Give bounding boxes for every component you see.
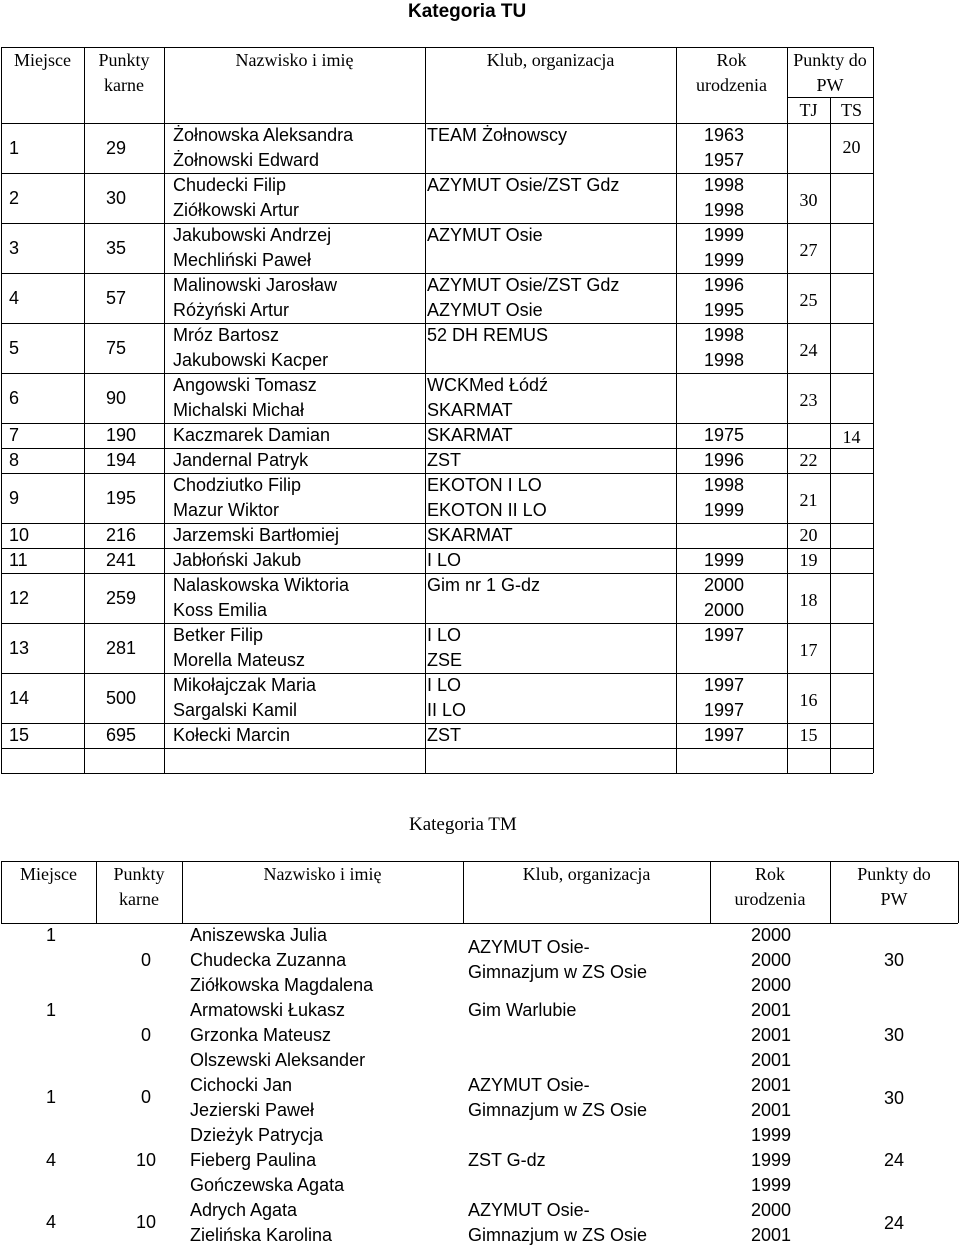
row-year: 1997 [704, 700, 745, 720]
row-tj: 25 [799, 289, 818, 310]
row-year: 2000 [751, 950, 792, 970]
row-points: 259 [106, 587, 137, 608]
row-year: 1999 [751, 1175, 792, 1195]
row-name: Grzonka Mateusz [190, 1025, 332, 1045]
row-club: EKOTON II LO [427, 500, 547, 520]
row-club: Gimnazjum w ZS Osie [468, 962, 648, 982]
row-year: 1957 [704, 150, 745, 170]
grid-line-h [1, 923, 958, 924]
row-name: Sargalski Kamil [173, 700, 298, 720]
row-pw: 24 [883, 1212, 905, 1233]
row-place: 4 [9, 287, 20, 308]
row-points: 500 [106, 687, 137, 708]
row-name: Zielińska Karolina [190, 1225, 333, 1245]
row-name: Dzieżyk Patrycja [190, 1125, 324, 1145]
row-points: 75 [106, 337, 127, 358]
row-club: ZST [427, 725, 461, 745]
row-name: Chudecki Filip [173, 175, 287, 195]
row-name: Morella Mateusz [173, 650, 306, 670]
grid-line-v [84, 47, 85, 773]
row-name: Kołecki Marcin [173, 725, 291, 745]
row-name: Żołnowska Aleksandra [173, 125, 354, 145]
row-year: 1995 [704, 300, 745, 320]
row-club: AZYMUT Osie- [468, 1075, 590, 1095]
header-place: Miejsce [20, 864, 77, 884]
row-name: Koss Emilia [173, 600, 268, 620]
row-tj: 30 [799, 189, 818, 210]
row-points: 190 [106, 425, 137, 445]
row-name: Malinowski Jarosław [173, 275, 338, 295]
row-year: 1996 [704, 275, 745, 295]
row-place: 11 [9, 550, 28, 570]
row-year: 1998 [704, 325, 745, 345]
header-year-sub: urodzenia [696, 75, 767, 95]
row-year: 2001 [751, 1000, 792, 1020]
row-tj: 27 [799, 239, 818, 260]
row-name: Chodziutko Filip [173, 475, 302, 495]
row-name: Jakubowski Andrzej [173, 225, 332, 245]
grid-line-v [425, 47, 426, 773]
header-year-sub: urodzenia [734, 889, 806, 909]
row-name: Chudecka Zuzanna [190, 950, 347, 970]
header-club: Klub, organizacja [486, 50, 615, 70]
row-points: 35 [106, 237, 127, 258]
row-year: 2000 [751, 925, 792, 945]
row-points: 90 [106, 387, 127, 408]
row-year: 2000 [704, 600, 745, 620]
row-tj: 20 [799, 525, 818, 545]
header-points-sub: karne [104, 75, 144, 95]
row-tj: 21 [799, 489, 818, 510]
row-club: Gim Warlubie [468, 1000, 577, 1020]
row-place: 4 [45, 1212, 56, 1232]
header-points: Punkty [113, 864, 165, 884]
row-name: Aniszewska Julia [190, 925, 328, 945]
header-club: Klub, organizacja [522, 864, 651, 884]
row-pw: 30 [883, 1025, 905, 1045]
header-pw-sub: PW [880, 889, 908, 909]
row-name: Mechliński Paweł [173, 250, 312, 270]
row-club: WCKMed Łódź [427, 375, 549, 395]
row-year: 1999 [704, 225, 745, 245]
row-tj: 15 [799, 725, 818, 745]
row-place: 1 [9, 137, 20, 158]
row-place: 4 [45, 1150, 56, 1170]
row-points: 695 [106, 725, 137, 745]
row-year: 1996 [704, 450, 745, 470]
row-club: SKARMAT [427, 400, 513, 420]
row-name: Adrych Agata [190, 1200, 298, 1220]
row-club: II LO [427, 700, 467, 720]
row-year: 2001 [751, 1075, 792, 1095]
header-tj: TJ [799, 100, 818, 120]
row-name: Różyński Artur [173, 300, 290, 320]
row-club: Gimnazjum w ZS Osie [468, 1225, 648, 1245]
row-club: TEAM Żołnowscy [427, 125, 568, 145]
row-club: ZST G-dz [468, 1150, 546, 1170]
row-club: Gimnazjum w ZS Osie [468, 1100, 648, 1120]
row-club: SKARMAT [427, 425, 513, 445]
row-place: 1 [45, 1087, 56, 1107]
grid-line-h [1, 773, 873, 774]
tm-title: Kategoria TM [409, 814, 517, 835]
row-name: Ziółkowski Artur [173, 200, 300, 220]
row-points: 57 [106, 287, 127, 308]
row-points: 0 [140, 1025, 151, 1045]
row-club: 52 DH REMUS [427, 325, 549, 345]
row-ts: 20 [842, 137, 861, 157]
row-year: 1999 [751, 1150, 792, 1170]
row-name: Armatowski Łukasz [190, 1000, 346, 1020]
row-club: I LO [427, 625, 462, 645]
row-points: 195 [106, 487, 137, 508]
row-place: 2 [9, 187, 20, 208]
header-year: Rok [716, 50, 747, 70]
header-ts: TS [840, 100, 862, 120]
row-name: Jabłoński Jakub [173, 550, 302, 570]
row-club: AZYMUT Osie/ZST Gdz [427, 175, 620, 195]
header-name: Nazwisko i imię [263, 864, 382, 884]
row-name: Nalaskowska Wiktoria [173, 575, 350, 595]
grid-line-h [1, 748, 873, 749]
row-name: Cichocki Jan [190, 1075, 293, 1095]
grid-line-v [676, 47, 677, 773]
row-name: Angowski Tomasz [173, 375, 317, 395]
row-year: 2001 [751, 1050, 792, 1070]
row-place: 15 [9, 725, 30, 745]
header-points-sub: karne [119, 889, 159, 909]
row-year: 1997 [704, 675, 745, 695]
header-pw: Punkty do [857, 864, 931, 884]
row-place: 12 [9, 587, 30, 608]
header-pw: Punkty do [793, 50, 867, 70]
row-year: 2001 [751, 1025, 792, 1045]
row-points: 10 [135, 1150, 157, 1170]
row-name: Jarzemski Bartłomiej [173, 525, 340, 545]
row-name: Betker Filip [173, 625, 264, 645]
row-points: 0 [140, 950, 151, 970]
row-year: 1998 [704, 200, 745, 220]
row-tj: 24 [799, 339, 818, 360]
row-tj: 16 [799, 689, 818, 710]
row-year: 1998 [704, 175, 745, 195]
row-club: I LO [427, 675, 462, 695]
row-place: 14 [9, 687, 30, 708]
row-tj: 23 [799, 389, 818, 410]
row-tj: 18 [799, 589, 818, 610]
row-year: 1999 [704, 550, 745, 570]
header-pw-sub: PW [816, 75, 844, 95]
row-points: 241 [106, 550, 137, 570]
row-year: 1997 [704, 625, 745, 645]
row-name: Żołnowski Edward [173, 150, 320, 170]
row-pw: 24 [883, 1150, 905, 1170]
row-name: Olszewski Aleksander [190, 1050, 366, 1070]
row-ts: 14 [842, 427, 861, 447]
row-points: 194 [106, 450, 137, 470]
row-pw: 30 [883, 1087, 905, 1108]
row-club: Gim nr 1 G-dz [427, 575, 541, 595]
header-points: Punkty [98, 50, 150, 70]
row-club: ZSE [427, 650, 463, 670]
row-club: AZYMUT Osie- [468, 1200, 590, 1220]
row-name: Mazur Wiktor [173, 500, 280, 520]
row-name: Jakubowski Kacper [173, 350, 329, 370]
row-club: AZYMUT Osie- [468, 937, 590, 957]
row-tj: 19 [799, 550, 818, 570]
row-tj: 17 [799, 639, 818, 660]
row-place: 5 [9, 337, 20, 358]
row-year: 2000 [704, 575, 745, 595]
row-name: Mikołajczak Maria [173, 675, 317, 695]
row-tj: 22 [799, 450, 818, 470]
row-year: 1998 [704, 475, 745, 495]
header-year: Rok [754, 864, 785, 884]
row-club: SKARMAT [427, 525, 513, 545]
row-points: 281 [106, 637, 137, 658]
grid-line-v [164, 47, 165, 773]
header-place: Miejsce [14, 50, 71, 70]
grid-line-v [1, 47, 2, 773]
row-place: 1 [45, 925, 56, 945]
row-name: Fieberg Paulina [190, 1150, 317, 1170]
row-club: EKOTON I LO [427, 475, 542, 495]
row-place: 1 [45, 1000, 56, 1020]
grid-line-v [873, 47, 874, 773]
row-place: 3 [9, 237, 20, 258]
row-club: I LO [427, 550, 462, 570]
row-club: AZYMUT Osie/ZST Gdz [427, 275, 620, 295]
tu-title: Kategoria TU [408, 1, 527, 22]
row-points: 30 [106, 187, 127, 208]
row-year: 2000 [751, 1200, 792, 1220]
header-name: Nazwisko i imię [235, 50, 354, 70]
row-place: 9 [9, 487, 20, 508]
row-place: 8 [9, 450, 20, 470]
row-points: 216 [106, 525, 137, 545]
grid-line-v [958, 861, 959, 923]
row-name: Michalski Michał [173, 400, 305, 420]
row-place: 10 [9, 525, 30, 545]
row-name: Jezierski Paweł [190, 1100, 315, 1120]
row-name: Mróz Bartosz [173, 325, 280, 345]
row-year: 1998 [704, 350, 745, 370]
row-year: 1999 [751, 1125, 792, 1145]
row-year: 1963 [704, 125, 745, 145]
row-place: 7 [9, 425, 20, 445]
row-year: 2000 [751, 975, 792, 995]
row-year: 1999 [704, 500, 745, 520]
row-pw: 30 [883, 950, 905, 970]
row-club: AZYMUT Osie [427, 300, 543, 320]
row-name: Jandernal Patryk [173, 450, 309, 470]
row-place: 6 [9, 387, 20, 408]
row-place: 13 [9, 637, 30, 658]
row-year: 1997 [704, 725, 745, 745]
row-points: 10 [135, 1212, 157, 1232]
row-name: Kaczmarek Damian [173, 425, 331, 445]
row-year: 2001 [751, 1225, 792, 1245]
row-points: 0 [140, 1087, 151, 1107]
row-club: ZST [427, 450, 461, 470]
row-year: 1975 [704, 425, 745, 445]
row-name: Gończewska Agata [190, 1175, 345, 1195]
row-name: Ziółkowska Magdalena [190, 975, 374, 995]
row-year: 1999 [704, 250, 745, 270]
row-club: AZYMUT Osie [427, 225, 543, 245]
row-year: 2001 [751, 1100, 792, 1120]
row-points: 29 [106, 137, 127, 158]
